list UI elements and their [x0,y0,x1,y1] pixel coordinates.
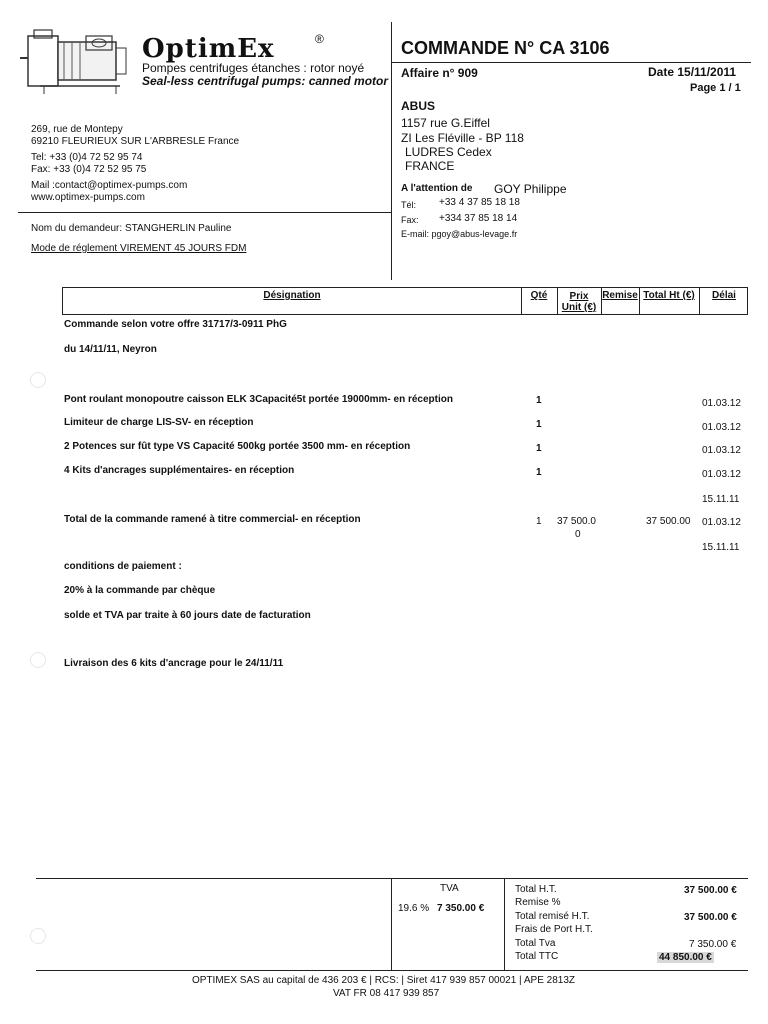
remise-label: Remise % [515,897,561,908]
header-total: Total Ht (€) [643,290,695,301]
order-total-qty: 1 [536,516,542,527]
item-qty: 1 [536,443,542,454]
payment-condition-deposit: 20% à la commande par chèque [64,585,216,596]
header-right-divider [391,62,751,63]
header-delay: Délai [712,290,736,301]
payment-conditions-title: conditions de paiement : [64,561,182,572]
header-unit-price [557,288,601,314]
order-total-unit-price-cont: 0 [575,529,581,540]
total-remise-label: Total remisé H.T. [515,911,590,922]
total-remise-value: 37 500.00 € [684,912,737,923]
recipient-phone: +33 4 37 85 18 18 [439,197,520,208]
total-tva-label: Total Tva [515,938,556,949]
tva-rate: 19.6 % [398,903,430,914]
totals-divider-left [391,878,392,970]
pump-logo-image [20,28,140,98]
order-date: Date 15/11/2011 [648,65,737,79]
page-number: Page 1 / 1 [690,82,741,94]
punch-hole-mark [30,652,46,668]
recipient-street: 1157 rue G.Eiffel [401,116,490,130]
tagline-english: Seal-less centrifugal pumps: canned motor [142,74,389,88]
recipient-country: FRANCE [405,159,455,173]
attention-name: GOY Philippe [494,182,567,196]
item-delay: 01.03.12 [702,398,741,409]
trademark-symbol: ® [315,32,324,46]
total-ht-label: Total H.T. [515,884,557,895]
totals-bottom-border [36,970,748,971]
company-address-city: 69210 FLEURIEUX SUR L'ARBRESLE France [31,136,240,147]
total-ttc-label: Total TTC [515,951,559,962]
total-ht-value: 37 500.00 € [684,885,737,896]
total-tva-value: 7 350.00 € [689,939,737,950]
company-address-street: 269, rue de Montepy [31,124,123,135]
footer-vat-line: VAT FR 08 417 939 857 [333,988,440,999]
item-delay: 01.03.12 [702,469,741,480]
item-delay: 15.11.11 [702,542,740,553]
header-left-divider [18,212,391,213]
header-designation: Désignation [263,290,321,301]
company-phone: Tel: +33 (0)4 72 52 95 74 [31,152,143,163]
item-designation: 4 Kits d'ancrages supplémentaires- en réception [64,465,295,476]
item-qty: 1 [536,419,542,430]
punch-hole-mark [30,928,46,944]
shipping-label: Frais de Port H.T. [515,924,593,935]
payment-condition-balance: solde et TVA par traite à 60 jours date de facturation [64,610,311,621]
header-discount: Remise [602,290,638,301]
tva-amount: 7 350.00 € [437,903,485,914]
delivery-note: Livraison des 6 kits d'ancrage pour le 24/11/11 [64,658,284,669]
recipient-phone-label: Tél: [401,200,417,210]
tagline-french: Pompes centrifuges étanches : rotor noyé [142,61,365,75]
item-delay: 15.11.11 [702,494,740,505]
recipient-zone: ZI Les Fléville - BP 118 [401,131,524,145]
item-designation: Limiteur de charge LIS-SV- en réception [64,417,254,428]
header-price-line2: Unit (€) [561,302,597,313]
order-affaire: Affaire n° 909 [401,66,478,80]
item-delay: 01.03.12 [702,445,741,456]
pump-drawing-icon [20,28,140,98]
company-fax: Fax: +33 (0)4 72 52 95 75 [31,164,147,175]
order-total-unit-price: 37 500.0 [557,516,596,527]
item-designation: Pont roulant monopoutre caisson ELK 3Capacité5t portée 19000mm- en réception [64,394,453,405]
total-ttc-value: 44 850.00 € [659,952,712,963]
intro-date-line: du 14/11/11, Neyron [64,344,157,355]
header-price-line1: Prix [569,291,589,302]
recipient-name: ABUS [401,99,436,113]
item-delay: 01.03.12 [702,422,741,433]
recipient-city: LUDRES Cedex [405,145,492,159]
tva-label: TVA [440,883,459,894]
footer-legal-line: OPTIMEX SAS au capital de 436 203 € | RCS: | Siret 417 939 857 00021 | APE 2813Z [192,975,576,986]
order-total-delay: 01.03.12 [702,517,741,528]
header-qty: Qté [530,290,548,301]
order-title: COMMANDE N° CA 3106 [401,38,610,58]
order-total-designation: Total de la commande ramené à titre commercial- en réception [64,514,361,525]
recipient-fax-label: Fax: [401,215,419,225]
item-qty: 1 [536,395,542,406]
header-vertical-divider [391,22,392,280]
items-table-header [62,287,748,315]
order-total-amount: 37 500.00 [646,516,691,527]
payment-mode: Mode de réglement VIREMENT 45 JOURS FDM [31,243,247,254]
recipient-email: E-mail: pgoy@abus-levage.fr [401,229,518,239]
item-qty: 1 [536,467,542,478]
recipient-fax: +334 37 85 18 14 [439,213,518,224]
attention-label: A l'attention de [401,183,473,194]
punch-hole-mark [30,372,46,388]
company-email: Mail :contact@optimex-pumps.com [31,180,188,191]
intro-offer-line: Commande selon votre offre 31717/3-0911 PhG [64,319,287,330]
requester-name: Nom du demandeur: STANGHERLIN Pauline [31,223,232,234]
item-designation: 2 Potences sur fût type VS Capacité 500kg portée 3500 mm- en réception [64,441,411,452]
company-website: www.optimex-pumps.com [31,192,145,203]
totals-top-border [36,878,748,879]
brand-name: OptimEx [142,34,275,64]
totals-divider-right [504,878,505,970]
